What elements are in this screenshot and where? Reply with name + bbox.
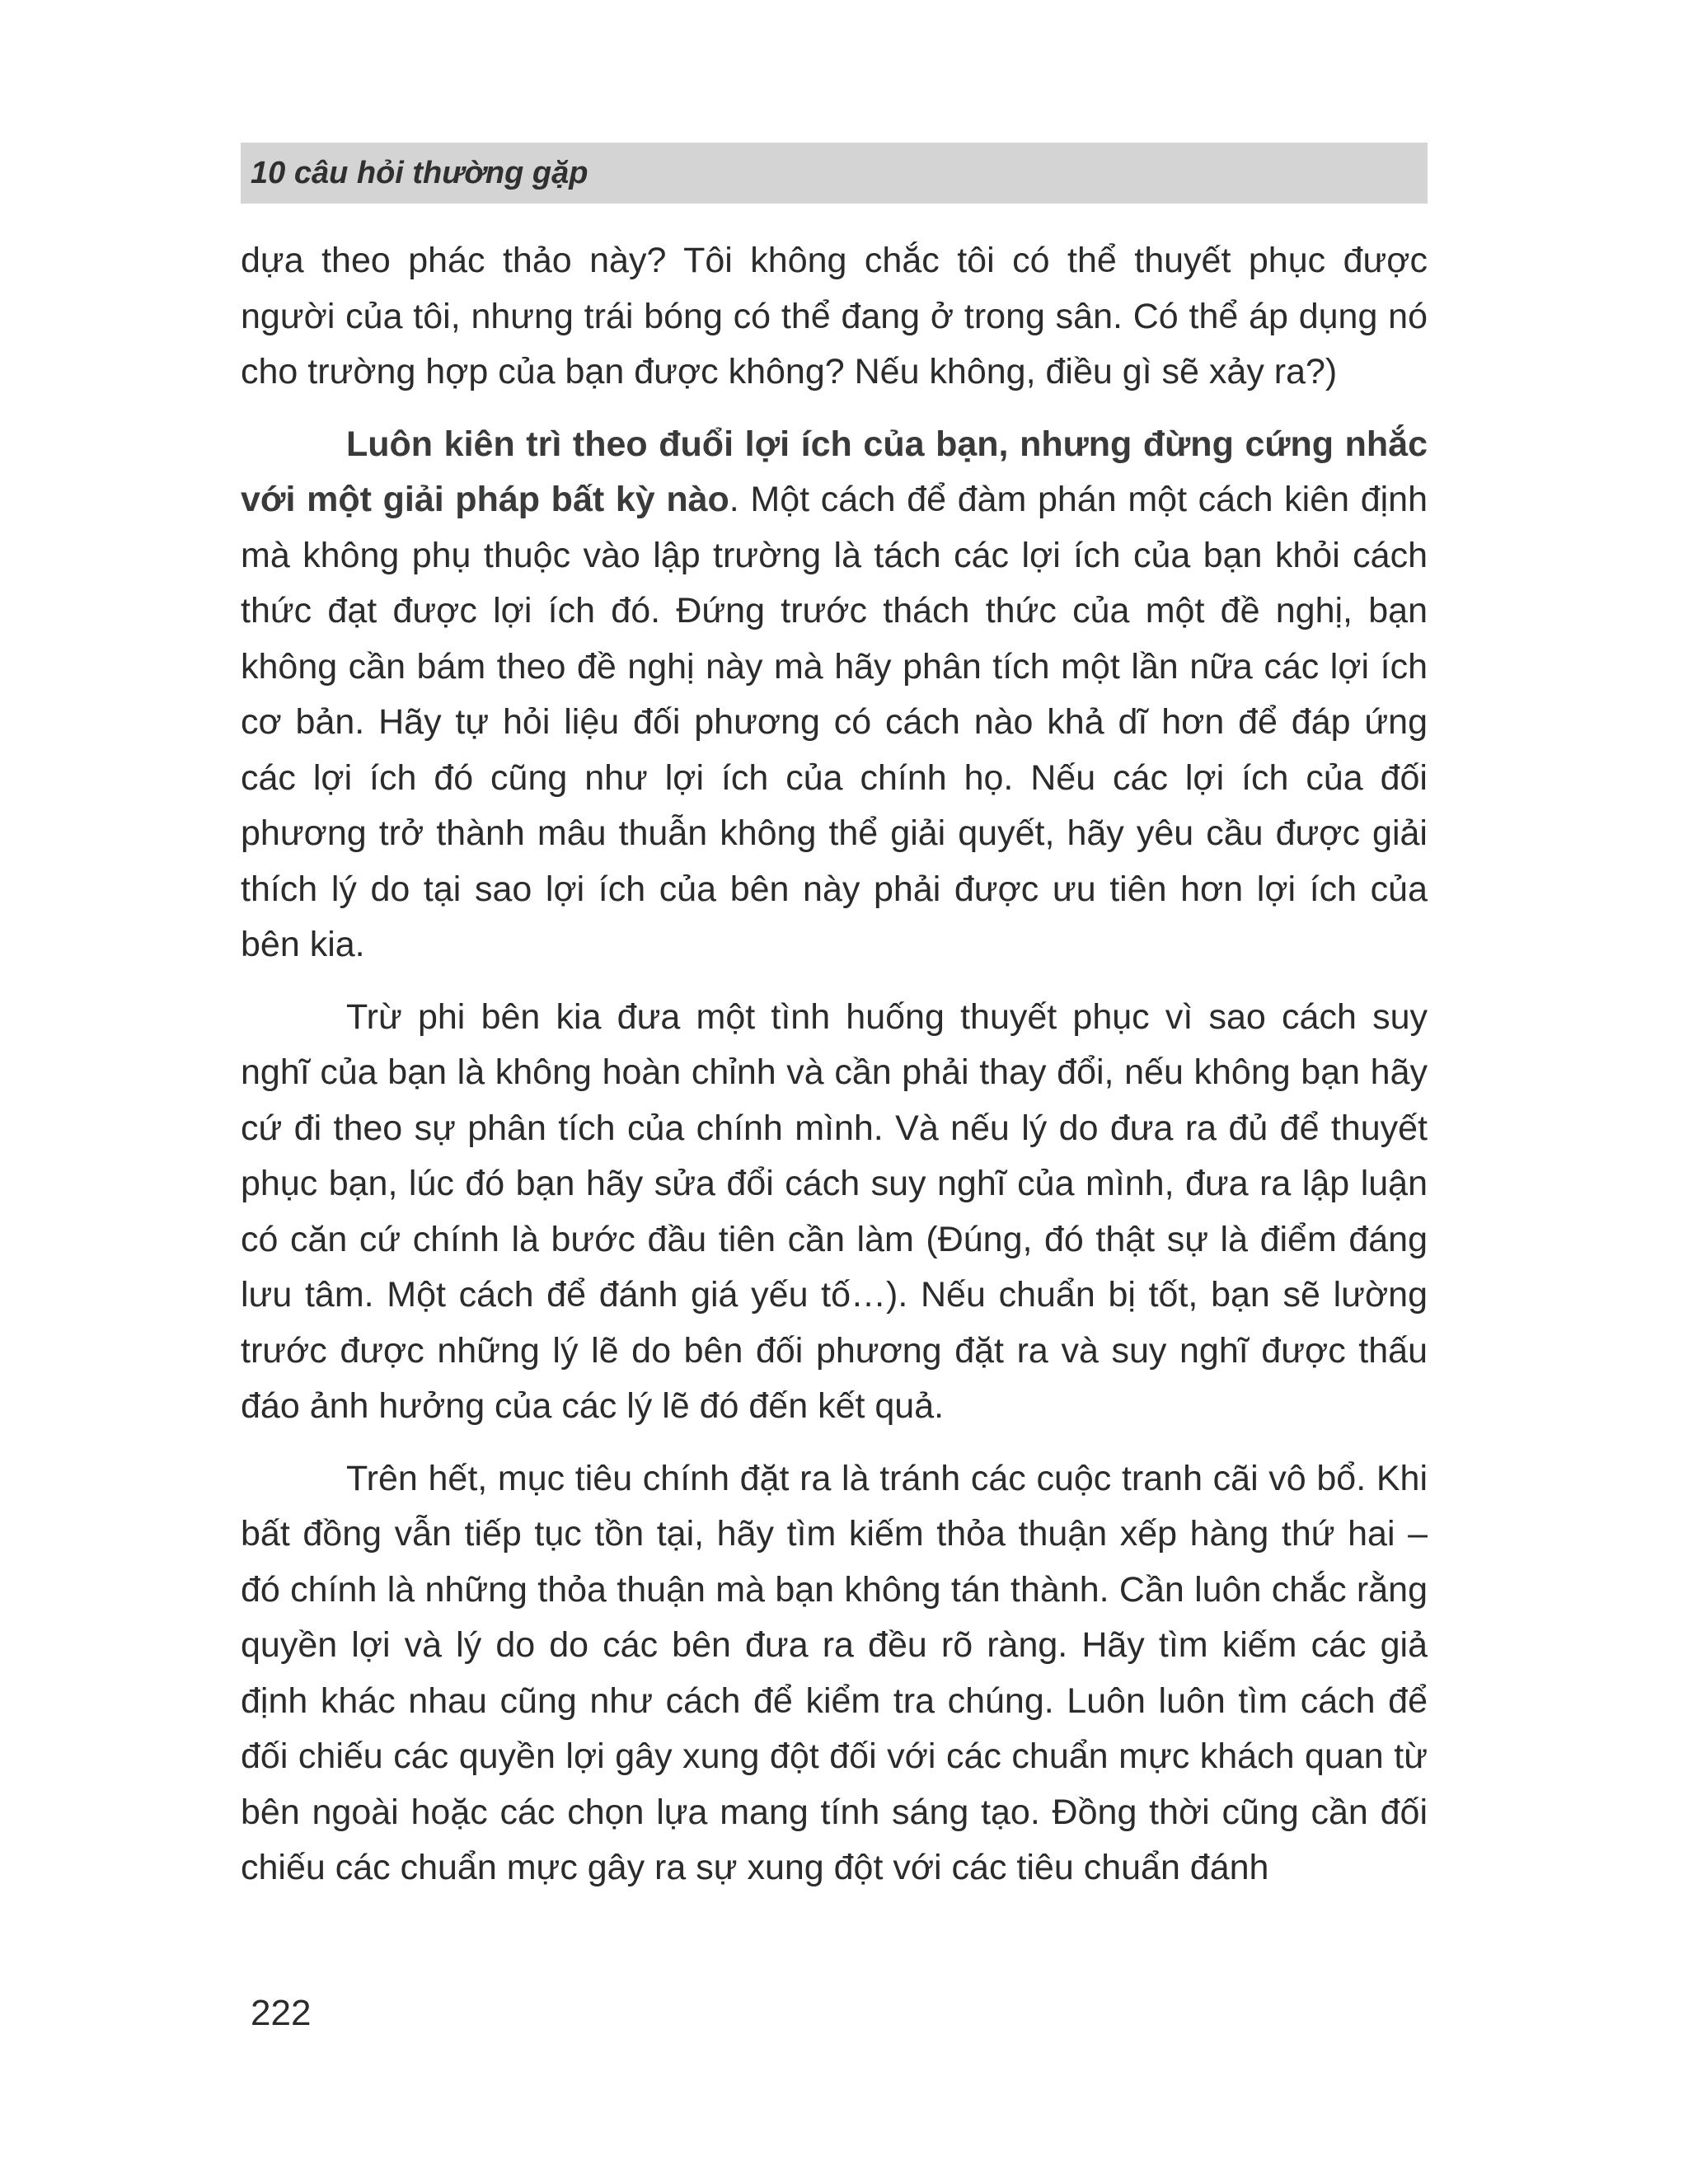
paragraph-conclusion: Trên hết, mục tiêu chính đặt ra là tránh các cuộc tranh cãi vô bổ. Khi bất đồng vẫn tiếp tục tồn tại, hãy tìm kiếm thỏa thuận xếp hàng thứ hai – đó chính là những thỏa thuận mà bạn không tán thành. Cần luôn chắc rằng quyền lợi và lý do do các bên đưa ra đều rõ ràng. Hãy tìm kiếm các giả định khác nhau cũng như cách để kiểm tra chúng. Luôn luôn tìm cách để đối chiếu các quyền lợi gây xung đột đối với các chuẩn mực khách quan từ bên ngoài hoặc các chọn lựa mang tính sáng tạo. Đồng thời cũng cần đối chiếu các chuẩn mực gây ra sự xung đột với các tiêu chuẩn đánh: [241, 1458, 1428, 1887]
paragraph-persuasion: Trừ phi bên kia đưa một tình huống thuyết phục vì sao cách suy nghĩ của bạn là không hoàn chỉnh và cần phải thay đổi, nếu không bạn hãy cứ đi theo sự phân tích của chính mình. Và nếu lý do đưa ra đủ để thuyết phục bạn, lúc đó bạn hãy sửa đổi cách suy nghĩ của mình, đưa ra lập luận có căn cứ chính là bước đầu tiên cần làm (Đúng, đó thật sự là điểm đáng lưu tâm. Một cách để đánh giá yếu tố…). Nếu chuẩn bị tốt, bạn sẽ lường trước được những lý lẽ do bên đối phương đặt ra và suy nghĩ được thấu đáo ảnh hưởng của các lý lẽ đó đến kết quả.: [241, 996, 1428, 1426]
paragraph-principle: [241, 417, 1428, 973]
body-text: [241, 233, 1428, 1896]
paragraph-principle-text: . Một cách để đàm phán một cách kiên định mà không phụ thuộc vào lập trường là tách các lợi ích của bạn khỏi cách thức đạt được lợi ích đó. Đứng trước thách thức của một đề nghị, bạn không cần bám theo đề nghị này mà hãy phân tích một lần nữa các lợi ích cơ bản. Hãy tự hỏi liệu đối phương có cách nào khả dĩ hơn để đáp ứng các lợi ích đó cũng như lợi ích của chính họ. Nếu các lợi ích của đối phương trở thành mâu thuẫn không thể giải quyết, hãy yêu cầu được giải thích lý do tại sao lợi ích của bên này phải được ưu tiên hơn lợi ích của bên kia.: [241, 480, 1428, 964]
paragraph-continuation: dựa theo phác thảo này? Tôi không chắc tôi có thể thuyết phục được người của tôi, nhưng trái bóng có thể đang ở trong sân. Có thể áp dụng nó cho trường hợp của bạn được không? Nếu không, điều gì sẽ xảy ra?): [241, 241, 1428, 391]
running-header-title: 10 câu hỏi thường gặp: [251, 155, 588, 190]
running-header: [241, 143, 1428, 204]
page-number: 222: [251, 1993, 312, 2033]
paragraph-bold-lead: Luôn kiên trì theo đuổi lợi ích của bạn, nhưng đừng cứng nhắc với một giải pháp bất kỳ nào: [241, 424, 1428, 519]
